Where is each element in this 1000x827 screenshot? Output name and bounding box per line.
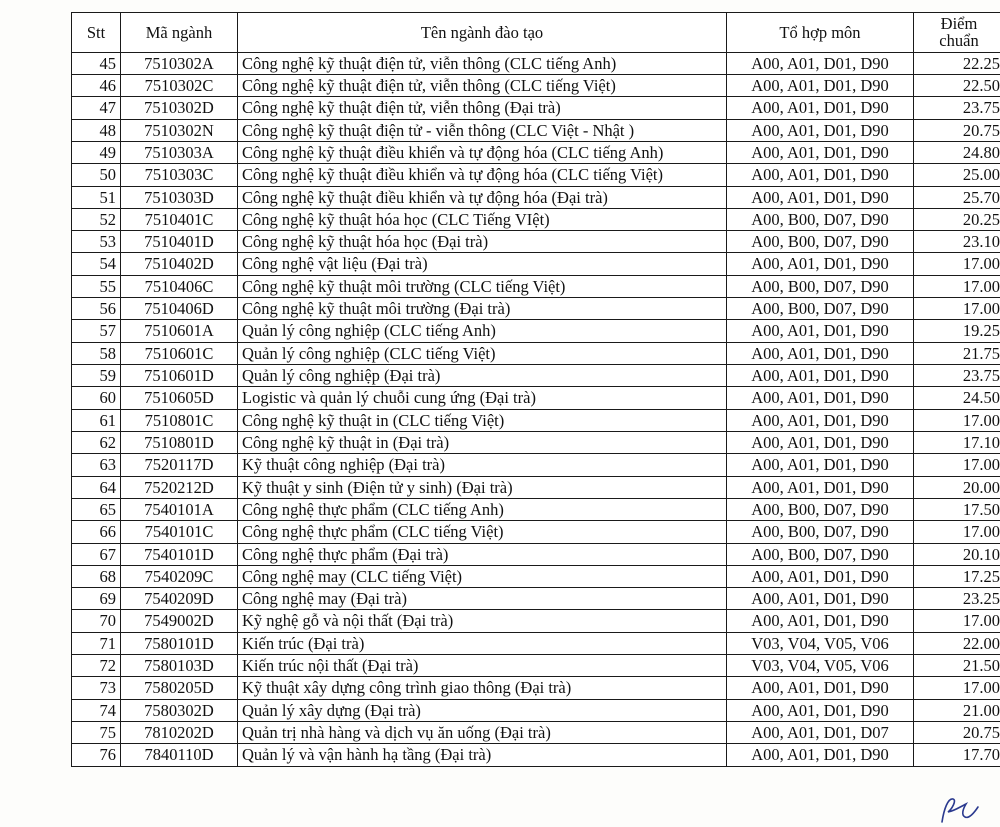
cell-diem-chuan: 21.50	[914, 655, 1000, 677]
cell-to-hop-mon: A00, B00, D07, D90	[727, 298, 914, 320]
cell-ten-nganh: Công nghệ kỹ thuật điện tử, viễn thông (Đại trà)	[238, 97, 727, 119]
cell-to-hop-mon: A00, B00, D07, D90	[727, 521, 914, 543]
cell-ten-nganh: Công nghệ kỹ thuật in (Đại trà)	[238, 431, 727, 453]
cell-stt: 61	[72, 409, 121, 431]
cell-ma-nganh: 7520117D	[121, 454, 238, 476]
cell-diem-chuan: 17.10	[914, 431, 1000, 453]
cell-diem-chuan: 23.10	[914, 231, 1000, 253]
cell-diem-chuan: 17.50	[914, 498, 1000, 520]
cell-ten-nganh: Quản lý và vận hành hạ tầng (Đại trà)	[238, 744, 727, 766]
table-row	[72, 588, 1000, 610]
cell-stt: 47	[72, 97, 121, 119]
cell-stt: 67	[72, 543, 121, 565]
cell-ma-nganh: 7510303A	[121, 141, 238, 163]
cell-diem-chuan: 17.00	[914, 677, 1000, 699]
cell-diem-chuan: 24.80	[914, 141, 1000, 163]
cell-diem-chuan: 23.25	[914, 588, 1000, 610]
cell-to-hop-mon: A00, B00, D07, D90	[727, 498, 914, 520]
cell-ma-nganh: 7580205D	[121, 677, 238, 699]
cell-stt: 69	[72, 588, 121, 610]
cell-ma-nganh: 7510401D	[121, 231, 238, 253]
table-row	[72, 476, 1000, 498]
table-body	[72, 52, 1000, 766]
cell-diem-chuan: 17.00	[914, 253, 1000, 275]
table-row	[72, 186, 1000, 208]
cell-ma-nganh: 7520212D	[121, 476, 238, 498]
cell-diem-chuan: 20.75	[914, 722, 1000, 744]
cell-diem-chuan: 20.75	[914, 119, 1000, 141]
cell-ten-nganh: Kiến trúc (Đại trà)	[238, 632, 727, 654]
cell-diem-chuan: 21.75	[914, 342, 1000, 364]
table-row	[72, 699, 1000, 721]
cell-ten-nganh: Công nghệ thực phẩm (CLC tiếng Việt)	[238, 521, 727, 543]
cell-ma-nganh: 7510401C	[121, 208, 238, 230]
cell-ten-nganh: Công nghệ kỹ thuật điện tử - viễn thông (CLC Việt - Nhật )	[238, 119, 727, 141]
cell-ten-nganh: Công nghệ kỹ thuật điện tử, viễn thông (CLC tiếng Việt)	[238, 74, 727, 96]
cell-diem-chuan: 22.00	[914, 632, 1000, 654]
cell-diem-chuan: 25.00	[914, 164, 1000, 186]
cell-ma-nganh: 7580302D	[121, 699, 238, 721]
cell-diem-chuan: 17.00	[914, 521, 1000, 543]
cell-stt: 55	[72, 275, 121, 297]
cell-ten-nganh: Kỹ thuật y sinh (Điện tử y sinh) (Đại trà)	[238, 476, 727, 498]
cell-to-hop-mon: A00, A01, D01, D90	[727, 119, 914, 141]
table-header	[72, 13, 1000, 53]
cell-ma-nganh: 7510801D	[121, 431, 238, 453]
cell-stt: 72	[72, 655, 121, 677]
cell-ma-nganh: 7510801C	[121, 409, 238, 431]
column-header-diem-chuan	[914, 13, 1000, 53]
table-row	[72, 431, 1000, 453]
cell-stt: 53	[72, 231, 121, 253]
cell-to-hop-mon: A00, A01, D01, D90	[727, 52, 914, 74]
cell-to-hop-mon: A00, A01, D01, D90	[727, 141, 914, 163]
table-row	[72, 275, 1000, 297]
cell-ma-nganh: 7580103D	[121, 655, 238, 677]
table-row	[72, 253, 1000, 275]
cell-ten-nganh: Công nghệ may (CLC tiếng Việt)	[238, 565, 727, 587]
cell-to-hop-mon: A00, A01, D01, D90	[727, 409, 914, 431]
cell-to-hop-mon: A00, A01, D01, D90	[727, 253, 914, 275]
cell-to-hop-mon: A00, B00, D07, D90	[727, 543, 914, 565]
column-header-ma-nganh: Mã ngành	[121, 13, 238, 53]
table-row	[72, 543, 1000, 565]
cell-stt: 56	[72, 298, 121, 320]
diem-chuan-line-1: Điểm	[940, 14, 978, 33]
cell-stt: 57	[72, 320, 121, 342]
cell-stt: 70	[72, 610, 121, 632]
cell-stt: 65	[72, 498, 121, 520]
cell-diem-chuan: 24.50	[914, 387, 1000, 409]
cell-stt: 63	[72, 454, 121, 476]
table-row	[72, 565, 1000, 587]
cell-to-hop-mon: A00, A01, D01, D07	[727, 722, 914, 744]
cell-ten-nganh: Công nghệ kỹ thuật hóa học (Đại trà)	[238, 231, 727, 253]
cell-diem-chuan: 23.75	[914, 365, 1000, 387]
cell-to-hop-mon: A00, A01, D01, D90	[727, 97, 914, 119]
cell-ten-nganh: Công nghệ kỹ thuật điều khiển và tự động hóa (Đại trà)	[238, 186, 727, 208]
cell-ten-nganh: Kiến trúc nội thất (Đại trà)	[238, 655, 727, 677]
cell-ten-nganh: Công nghệ thực phẩm (CLC tiếng Anh)	[238, 498, 727, 520]
table-row	[72, 521, 1000, 543]
table-row	[72, 74, 1000, 96]
cell-to-hop-mon: A00, A01, D01, D90	[727, 454, 914, 476]
cell-to-hop-mon: A00, A01, D01, D90	[727, 476, 914, 498]
cell-to-hop-mon: A00, A01, D01, D90	[727, 365, 914, 387]
cell-ten-nganh: Quản lý công nghiệp (CLC tiếng Việt)	[238, 342, 727, 364]
cell-ten-nganh: Công nghệ kỹ thuật môi trường (Đại trà)	[238, 298, 727, 320]
cell-to-hop-mon: A00, B00, D07, D90	[727, 231, 914, 253]
cell-to-hop-mon: A00, A01, D01, D90	[727, 342, 914, 364]
cell-to-hop-mon: A00, A01, D01, D90	[727, 744, 914, 766]
column-header-ten-nganh: Tên ngành đào tạo	[238, 13, 727, 53]
cell-ma-nganh: 7510302A	[121, 52, 238, 74]
cell-to-hop-mon: A00, B00, D07, D90	[727, 275, 914, 297]
table-header-row	[72, 13, 1000, 53]
cell-diem-chuan: 20.10	[914, 543, 1000, 565]
cell-ten-nganh: Công nghệ kỹ thuật điều khiển và tự động hóa (CLC tiếng Anh)	[238, 141, 727, 163]
cell-to-hop-mon: A00, A01, D01, D90	[727, 565, 914, 587]
table-row	[72, 610, 1000, 632]
table-row	[72, 655, 1000, 677]
table-row	[72, 365, 1000, 387]
cell-diem-chuan: 20.25	[914, 208, 1000, 230]
cell-ten-nganh: Kỹ thuật xây dựng công trình giao thông (Đại trà)	[238, 677, 727, 699]
cell-to-hop-mon: A00, A01, D01, D90	[727, 610, 914, 632]
cell-ma-nganh: 7510302C	[121, 74, 238, 96]
cell-ten-nganh: Quản lý công nghiệp (Đại trà)	[238, 365, 727, 387]
table-row	[72, 632, 1000, 654]
cell-ten-nganh: Logistic và quản lý chuỗi cung ứng (Đại trà)	[238, 387, 727, 409]
table-row	[72, 141, 1000, 163]
cell-stt: 76	[72, 744, 121, 766]
cell-stt: 74	[72, 699, 121, 721]
cell-diem-chuan: 17.00	[914, 275, 1000, 297]
cell-ten-nganh: Công nghệ kỹ thuật điện tử, viễn thông (CLC tiếng Anh)	[238, 52, 727, 74]
admission-score-table	[71, 12, 1000, 767]
cell-ma-nganh: 7540101D	[121, 543, 238, 565]
cell-ma-nganh: 7549002D	[121, 610, 238, 632]
cell-to-hop-mon: A00, A01, D01, D90	[727, 74, 914, 96]
cell-ma-nganh: 7540101A	[121, 498, 238, 520]
cell-stt: 50	[72, 164, 121, 186]
cell-ten-nganh: Công nghệ kỹ thuật điều khiển và tự động hóa (CLC tiếng Việt)	[238, 164, 727, 186]
table-row	[72, 387, 1000, 409]
cell-diem-chuan: 17.00	[914, 610, 1000, 632]
cell-stt: 48	[72, 119, 121, 141]
cell-stt: 51	[72, 186, 121, 208]
cell-ma-nganh: 7510601A	[121, 320, 238, 342]
cell-ma-nganh: 7580101D	[121, 632, 238, 654]
cell-to-hop-mon: A00, B00, D07, D90	[727, 208, 914, 230]
cell-to-hop-mon: A00, A01, D01, D90	[727, 186, 914, 208]
cell-diem-chuan: 25.70	[914, 186, 1000, 208]
cell-to-hop-mon: A00, A01, D01, D90	[727, 699, 914, 721]
cell-ten-nganh: Công nghệ kỹ thuật in (CLC tiếng Việt)	[238, 409, 727, 431]
table-row	[72, 164, 1000, 186]
table-row	[72, 677, 1000, 699]
table-row	[72, 454, 1000, 476]
cell-stt: 73	[72, 677, 121, 699]
table-row	[72, 208, 1000, 230]
cell-diem-chuan: 23.75	[914, 97, 1000, 119]
cell-stt: 52	[72, 208, 121, 230]
cell-stt: 59	[72, 365, 121, 387]
cell-to-hop-mon: V03, V04, V05, V06	[727, 655, 914, 677]
table-row	[72, 231, 1000, 253]
cell-stt: 71	[72, 632, 121, 654]
cell-to-hop-mon: A00, A01, D01, D90	[727, 588, 914, 610]
cell-diem-chuan: 20.00	[914, 476, 1000, 498]
cell-diem-chuan: 22.25	[914, 52, 1000, 74]
cell-ten-nganh: Công nghệ vật liệu (Đại trà)	[238, 253, 727, 275]
cell-diem-chuan: 21.00	[914, 699, 1000, 721]
cell-ten-nganh: Công nghệ kỹ thuật hóa học (CLC Tiếng VIệt)	[238, 208, 727, 230]
cell-to-hop-mon: V03, V04, V05, V06	[727, 632, 914, 654]
table-row	[72, 52, 1000, 74]
cell-ma-nganh: 7810202D	[121, 722, 238, 744]
cell-stt: 68	[72, 565, 121, 587]
cell-diem-chuan: 17.00	[914, 454, 1000, 476]
cell-stt: 75	[72, 722, 121, 744]
cell-ma-nganh: 7510302N	[121, 119, 238, 141]
cell-stt: 58	[72, 342, 121, 364]
cell-diem-chuan: 19.25	[914, 320, 1000, 342]
cell-ten-nganh: Quản lý công nghiệp (CLC tiếng Anh)	[238, 320, 727, 342]
cell-stt: 64	[72, 476, 121, 498]
cell-ma-nganh: 7540101C	[121, 521, 238, 543]
table-row	[72, 722, 1000, 744]
cell-diem-chuan: 17.25	[914, 565, 1000, 587]
table-row	[72, 119, 1000, 141]
column-header-stt: Stt	[72, 13, 121, 53]
cell-stt: 66	[72, 521, 121, 543]
table-row	[72, 298, 1000, 320]
cell-ma-nganh: 7540209C	[121, 565, 238, 587]
table-row	[72, 320, 1000, 342]
cell-ten-nganh: Công nghệ kỹ thuật môi trường (CLC tiếng Việt)	[238, 275, 727, 297]
cell-to-hop-mon: A00, A01, D01, D90	[727, 164, 914, 186]
cell-diem-chuan: 17.00	[914, 298, 1000, 320]
column-header-to-hop-mon: Tổ hợp môn	[727, 13, 914, 53]
cell-to-hop-mon: A00, A01, D01, D90	[727, 677, 914, 699]
cell-ten-nganh: Kỹ nghệ gỗ và nội thất (Đại trà)	[238, 610, 727, 632]
cell-stt: 46	[72, 74, 121, 96]
cell-ten-nganh: Quản lý xây dựng (Đại trà)	[238, 699, 727, 721]
cell-stt: 62	[72, 431, 121, 453]
table-row	[72, 409, 1000, 431]
cell-diem-chuan: 22.50	[914, 74, 1000, 96]
cell-to-hop-mon: A00, A01, D01, D90	[727, 431, 914, 453]
table-row	[72, 744, 1000, 766]
table-row	[72, 342, 1000, 364]
cell-ma-nganh: 7510406C	[121, 275, 238, 297]
cell-stt: 45	[72, 52, 121, 74]
cell-ma-nganh: 7840110D	[121, 744, 238, 766]
handwritten-signature-mark	[938, 795, 982, 825]
cell-stt: 49	[72, 141, 121, 163]
cell-ma-nganh: 7510303C	[121, 164, 238, 186]
table-row	[72, 498, 1000, 520]
cell-ten-nganh: Công nghệ thực phẩm (Đại trà)	[238, 543, 727, 565]
cell-ma-nganh: 7540209D	[121, 588, 238, 610]
cell-ma-nganh: 7510406D	[121, 298, 238, 320]
cell-ma-nganh: 7510601C	[121, 342, 238, 364]
cell-ma-nganh: 7510601D	[121, 365, 238, 387]
cell-stt: 60	[72, 387, 121, 409]
cell-diem-chuan: 17.70	[914, 744, 1000, 766]
cell-ten-nganh: Công nghệ may (Đại trà)	[238, 588, 727, 610]
table-row	[72, 97, 1000, 119]
cell-ma-nganh: 7510605D	[121, 387, 238, 409]
cell-ten-nganh: Kỹ thuật công nghiệp (Đại trà)	[238, 454, 727, 476]
cell-ten-nganh: Quản trị nhà hàng và dịch vụ ăn uống (Đại trà)	[238, 722, 727, 744]
cell-ma-nganh: 7510402D	[121, 253, 238, 275]
cell-stt: 54	[72, 253, 121, 275]
cell-ma-nganh: 7510302D	[121, 97, 238, 119]
cell-to-hop-mon: A00, A01, D01, D90	[727, 387, 914, 409]
cell-to-hop-mon: A00, A01, D01, D90	[727, 320, 914, 342]
diem-chuan-line-2: chuẩn	[939, 31, 979, 51]
cell-diem-chuan: 17.00	[914, 409, 1000, 431]
cell-ma-nganh: 7510303D	[121, 186, 238, 208]
